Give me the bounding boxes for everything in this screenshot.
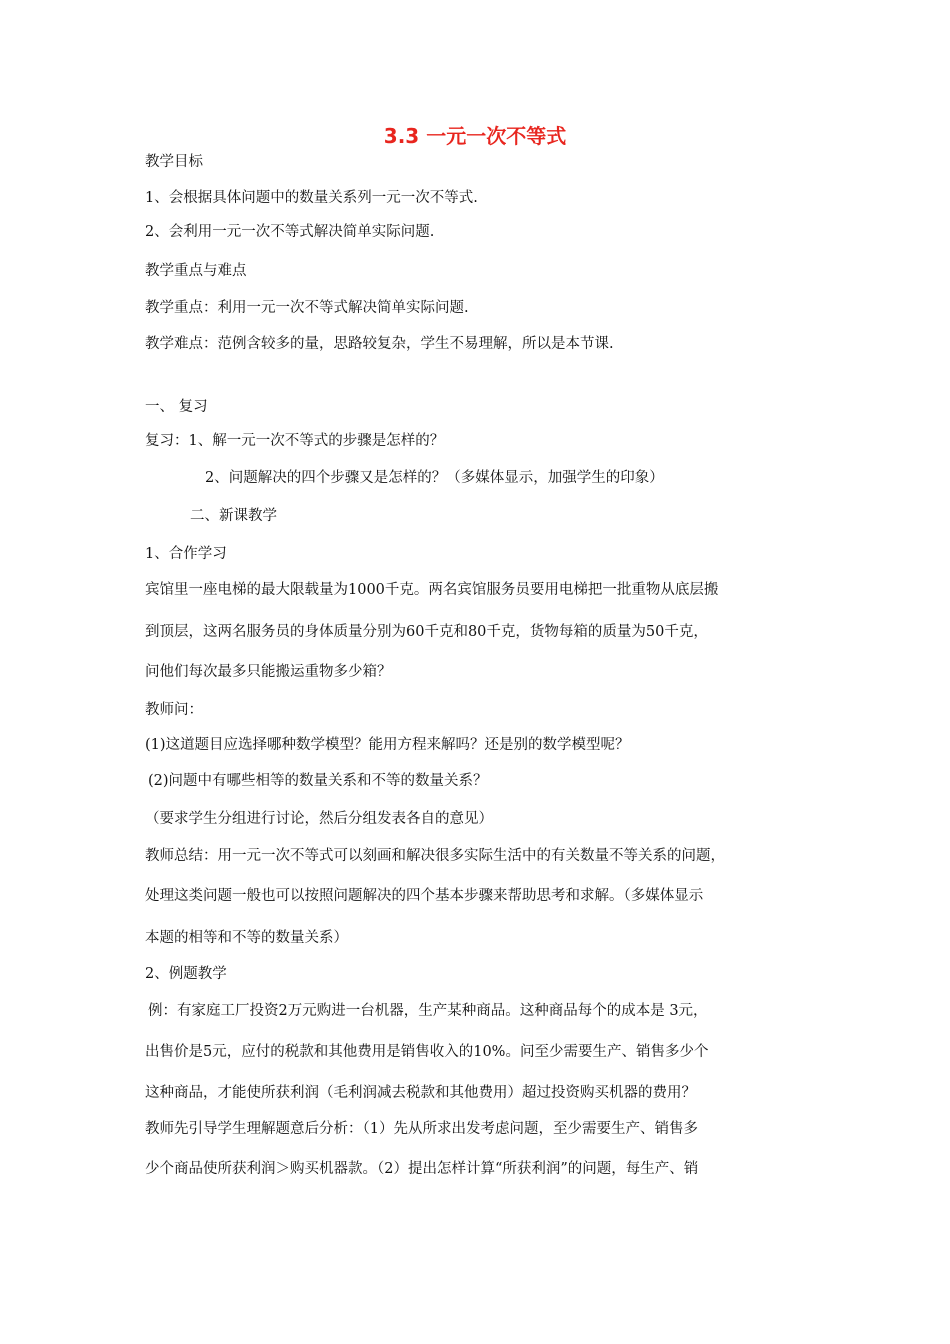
key-point: 教学重点：利用一元一次不等式解决简单实际问题. <box>145 300 469 316</box>
teacher-question-heading: 教师问： <box>145 702 203 718</box>
problem-text-line: 到顶层，这两名服务员的身体质量分别为60千克和80千克，货物每箱的质量为50千克， <box>145 624 708 640</box>
section-heading-review: 一、 复习 <box>145 399 208 415</box>
analysis-text-line: 教师先引导学生理解题意后分析：（1）先从所求出发考虑问题，至少需要生产、销售多 <box>145 1121 698 1137</box>
section-heading-new-lesson: 二、新课教学 <box>190 508 277 524</box>
example-text-line: 出售价是5元，应付的税款和其他费用是销售收入的10%。问至少需要生产、销售多少个 <box>145 1044 709 1060</box>
goal-item-1: 1、会根据具体问题中的数量关系列一元一次不等式. <box>145 190 478 206</box>
review-item-2: 2、问题解决的四个步骤又是怎样的？（多媒体显示，加强学生的印象） <box>205 470 664 486</box>
difficult-point: 教学难点：范例含较多的量，思路较复杂，学生不易理解，所以是本节课. <box>145 336 614 352</box>
example-text-line: 例：有家庭工厂投资2万元购进一台机器，生产某种商品。这种商品每个的成本是 3元， <box>148 1003 708 1019</box>
teacher-summary-line: 本题的相等和不等的数量关系） <box>145 930 348 946</box>
subsection-cooperative-learning: 1、合作学习 <box>145 546 227 562</box>
teacher-summary-line: 处理这类问题一般也可以按照问题解决的四个基本步骤来帮助思考和求解。（多媒体显示 <box>145 888 704 904</box>
teacher-question-2: (2)问题中有哪些相等的数量关系和不等的数量关系？ <box>148 773 488 789</box>
review-item-1: 复习：1、解一元一次不等式的步骤是怎样的？ <box>145 433 445 449</box>
goal-item-2: 2、会利用一元一次不等式解决简单实际问题. <box>145 224 435 240</box>
document-title: 3.3 一元一次不等式 <box>383 124 567 148</box>
problem-text-line: 宾馆里一座电梯的最大限载量为1000千克。两名宾馆服务员要用电梯把一批重物从底层搬 <box>145 582 719 598</box>
section-heading-goals: 教学目标 <box>145 154 203 170</box>
discussion-instruction: （要求学生分组进行讨论，然后分组发表各自的意见） <box>145 811 493 827</box>
analysis-text-line: 少个商品使所获利润＞购买机器款。（2）提出怎样计算“所获利润”的问题，每生产、销 <box>145 1161 699 1177</box>
problem-text-line: 问他们每次最多只能搬运重物多少箱？ <box>145 664 392 680</box>
teacher-question-1: (1)这道题目应选择哪种数学模型？能用方程来解吗？还是别的数学模型呢？ <box>145 737 630 753</box>
teacher-summary-line: 教师总结：用一元一次不等式可以刻画和解决很多实际生活中的有关数量不等关系的问题， <box>145 848 725 864</box>
section-heading-key-points: 教学重点与难点 <box>145 263 247 279</box>
subsection-example-teaching: 2、例题教学 <box>145 966 227 982</box>
example-text-line: 这种商品，才能使所获利润（毛利润减去税款和其他费用）超过投资购买机器的费用？ <box>145 1085 696 1101</box>
